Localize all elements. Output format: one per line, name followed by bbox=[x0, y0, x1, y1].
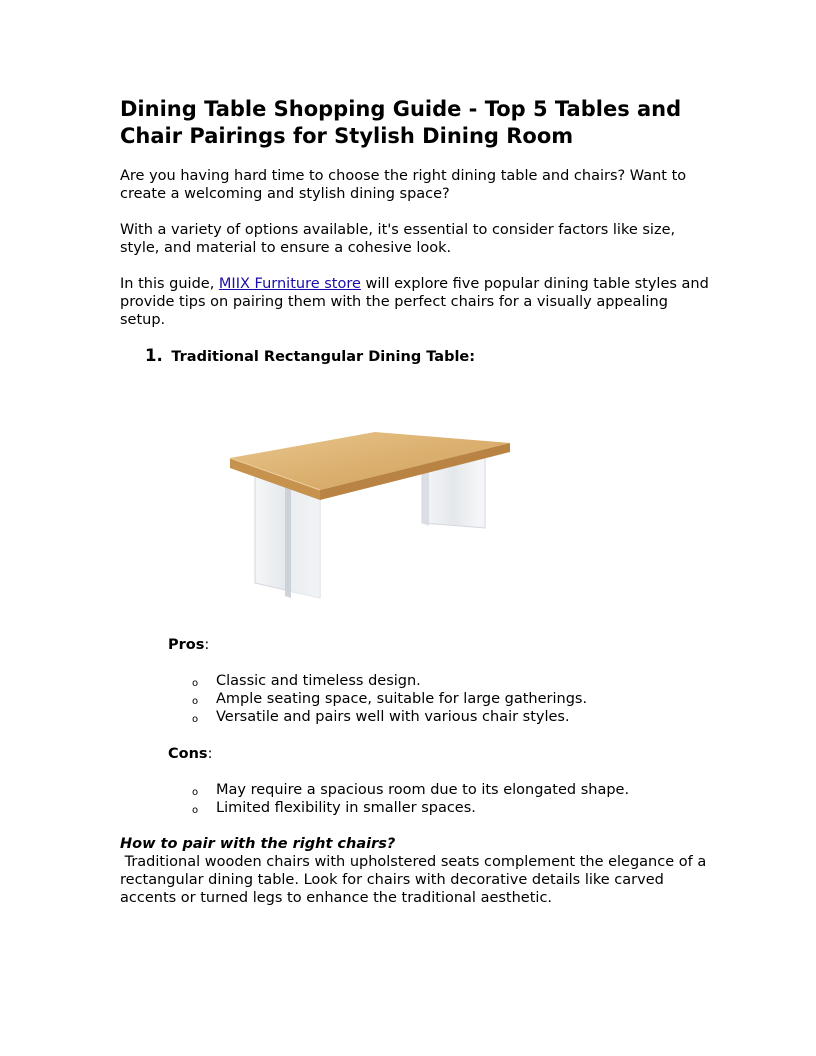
section-1-heading bbox=[145, 346, 475, 367]
list-item bbox=[190, 799, 629, 817]
bullet-circle-icon: o bbox=[192, 696, 199, 707]
list-item bbox=[190, 690, 587, 708]
con-item-text: May require a spacious room due to its elongated shape. bbox=[216, 782, 630, 798]
pro-item-text: Versatile and pairs well with various chair styles. bbox=[216, 709, 570, 725]
intro-paragraph-1: Are you having hard time to choose the right dining table and chairs? Want to create a welcoming and stylish dining space? bbox=[120, 168, 687, 202]
pro-item-text: Ample seating space, suitable for large gatherings. bbox=[216, 691, 588, 707]
list-item bbox=[190, 672, 587, 690]
bullet-circle-icon: o bbox=[192, 805, 199, 816]
list-item bbox=[190, 708, 587, 726]
table-illustration bbox=[225, 428, 515, 603]
intro-text-before-link: In this guide, bbox=[120, 276, 219, 292]
bullet-circle-icon: o bbox=[192, 787, 199, 798]
pros-heading: Pros bbox=[168, 637, 205, 653]
intro-paragraph-2: With a variety of options available, it's essential to consider factors like size, style, and material to ensure a cohesive look. bbox=[120, 222, 676, 256]
pros-label bbox=[168, 636, 209, 654]
section-number: 1. bbox=[145, 346, 163, 365]
cons-list bbox=[190, 781, 629, 817]
pro-item-text: Classic and timeless design. bbox=[216, 673, 421, 689]
pairing-paragraph: Traditional wooden chairs with upholstered seats complement the elegance of a rectangular dining table. Look for chairs with decorative details like carved accents or turned legs to enhance the traditional aesthetic. bbox=[120, 854, 711, 906]
pairing-heading: How to pair with the right chairs? bbox=[120, 836, 396, 852]
dining-table-image bbox=[225, 428, 515, 603]
miix-furniture-link[interactable]: MIIX Furniture store bbox=[218, 276, 361, 292]
list-item bbox=[190, 781, 629, 799]
bullet-circle-icon: o bbox=[192, 714, 199, 725]
bullet-circle-icon: o bbox=[192, 678, 199, 689]
pros-list bbox=[190, 672, 587, 726]
section-title: Traditional Rectangular Dining Table: bbox=[171, 349, 476, 365]
intro-paragraph-3 bbox=[120, 275, 710, 329]
page-title: Dining Table Shopping Guide - Top 5 Tables and Chair Pairings for Stylish Dining Room bbox=[120, 97, 682, 148]
intro-text-after-link: will explore five popular dining table styles and provide tips on pairing them with the perfect chairs for a visually appealing setup. bbox=[120, 276, 709, 328]
cons-heading: Cons bbox=[168, 746, 208, 762]
pros-colon: : bbox=[204, 637, 210, 653]
cons-label bbox=[168, 745, 212, 763]
con-item-text: Limited flexibility in smaller spaces. bbox=[216, 800, 476, 816]
cons-colon: : bbox=[207, 746, 213, 762]
